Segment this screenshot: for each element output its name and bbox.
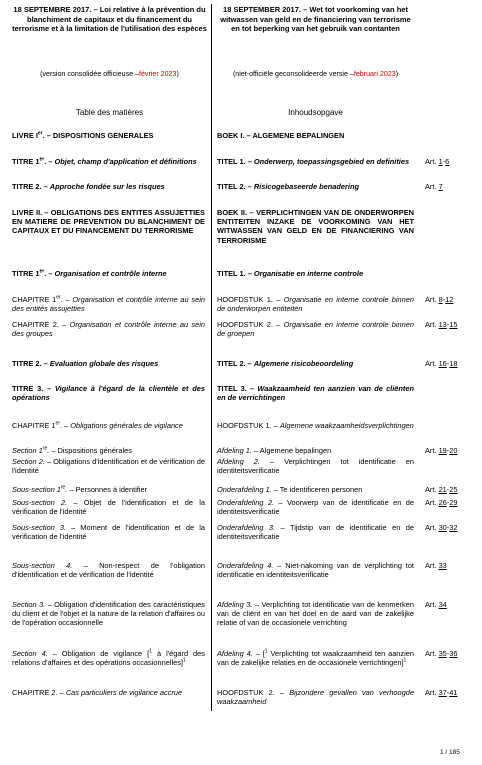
fr-title: 18 SEPTEMBRE 2017. – Loi relative à la prévention du blanchiment de capitaux et du financement du terrorisme et à la limitation de l'utilisation des espèces [12,5,207,33]
toc-fr-entry: TITRE 2. – Approche fondée sur les risques [12,182,165,191]
article-ref[interactable]: Art. 7 [425,182,443,191]
toc-nl-entry: TITEL 2. – Risicogebaseerde benadering [217,182,359,191]
toc-nl-entry: Onderafdeling 1. – Te identificeren personen [217,485,363,494]
nl-title: 18 SEPTEMBER 2017. – Wet tot voorkoming van het witwassen van geld en de financiering van terrorisme en tot beperking van het gebruik van contanten [220,5,411,33]
toc-fr-entry: TITRE 1er. – Objet, champ d'application et définitions [12,156,197,166]
toc-fr-entry: Sous-section 4. – Non-respect de l'obligation d'identification et de vérification de l'identité [12,561,205,580]
toc-nl-entry: Afdeling 4. – [$^1$ Verplichting tot waakzaamheid ten aanzien van de zakelijke relaties en de occasionele verrichtingen]$^1$ [217,648,414,668]
toc-nl-entry: HOOFDSTUK 2. – Organisatie en interne controle binnen de groepen [217,320,414,339]
article-ref[interactable]: Art. 33 [425,561,447,570]
column-divider [211,4,212,711]
article-ref[interactable]: Art. 35-36 [425,649,458,658]
toc-nl-entry: HOOFDSTUK 1. – Algemene waakzaamheidsverplichtingen [217,421,414,430]
toc-nl-entry: TITEL 1. – Onderwerp, toepassingsgebied en definities [217,157,410,166]
article-ref[interactable]: Art. 26-29 [425,498,458,507]
toc-fr-entry: Section 1re. – Dispositions générales [12,445,132,455]
fr-version-note: (version consolidée officieuse –février 2023) [40,70,179,78]
toc-nl-entry: TITEL 3. – Waakzaamheid ten aanzien van de cliënten en de verrichtingen [217,384,415,403]
toc-fr-entry: TITRE 2. – Evaluation globale des risques [12,359,159,368]
article-ref[interactable]: Art. 13-15 [425,320,458,329]
toc-fr-entry: LIVRE Ier. – DISPOSITIONS GENERALES [12,130,154,140]
toc-fr-entry: CHAPITRE 1er. – Obligations générales de vigilance [12,420,183,430]
toc-nl-entry: TITEL 2. – Algemene risicobeoordeling [217,359,354,368]
nl-toc-heading: Inhoudsopgave [288,108,343,117]
toc-fr-entry: Section 4. – Obligation de vigilance [$^1$ à l'égard des relations d'affaires et des opérations occasionnelles]$^1$ [12,648,205,668]
article-ref[interactable]: Art. 30-32 [425,523,458,532]
article-ref[interactable]: Art. 37-41 [425,688,458,697]
article-ref[interactable]: Art. 21-25 [425,485,458,494]
article-ref[interactable]: Art. 34 [425,600,447,609]
toc-nl-entry: Onderafdeling 4. – Niet-nakoming van de verplichting tot identificatie en identiteitsverificatie [217,561,414,580]
toc-fr-entry: LIVRE II. – OBLIGATIONS DES ENTITES ASSUJETTIES EN MATIERE DE PREVENTION DU BLANCHIMENT DE CAPITAUX ET DU FINANCEMENT DU TERRORISME [12,208,205,236]
toc-nl-entry: Onderafdeling 3. – Tijdstip van de identificatie en de identiteitsverificatie [217,523,414,542]
toc-nl-entry: HOOFDSTUK 2. – Bijzondere gevallen van verhoogde waakzaamheid [217,688,414,707]
toc-fr-entry: Sous-section 2. – Objet de l'identification et de la vérification de l'identité [12,498,205,517]
toc-nl-entry: Afdeling 2. – Verplichtingen tot identificatie en identiteitsverificatie [217,457,414,476]
fr-version-date: février 2023 [139,70,177,78]
toc-fr-entry: CHAPITRE 2. – Organisation et contrôle interne au sein des groupes [12,320,205,339]
toc-fr-entry: TITRE 3. – Vigilance à l'égard de la clientèle et des opérations [12,384,205,403]
toc-nl-entry: TITEL 1. – Organisatie en interne controle [217,269,364,278]
toc-fr-entry: Section 2. – Obligations d'identification et de vérification de l'identité [12,457,205,476]
toc-nl-entry: Afdeling 3. – Verplichting tot identificatie van de kenmerken van de cliënt en van het doel en de aard van de zakelijke relatie of van de occasionele verrichting [217,600,414,628]
article-ref[interactable]: Art. 1-6 [425,157,450,166]
article-ref[interactable]: Art. 8-12 [425,295,454,304]
toc-fr-entry: Sous-section 1re. – Personnes à identifier [12,484,148,494]
toc-nl-entry: HOOFDSTUK 1. – Organisatie en interne controle binnen de onderworpen entiteiten [217,295,414,314]
fr-toc-heading: Table des matières [75,108,144,117]
toc-nl-entry: Afdeling 1. – Algemene bepalingen [217,446,332,455]
toc-fr-entry: Section 3. – Obligation d'identification des caractéristiques du client et de l'objet et la nature de la relation d'affaires ou de l'opération occasionnelle [12,600,205,628]
toc-nl-entry: BOEK I. – ALGEMENE BEPALINGEN [217,131,345,140]
toc-nl-entry: BOEK II. – VERPLICHTINGEN VAN DE ONDERWORPEN ENTITEITEN INZAKE DE VOORKOMING VAN HET WITWASSEN VAN GELD EN DE FINANCIERING VAN TERRORISME [217,208,414,245]
toc-fr-entry: TITRE 1er. – Organisation et contrôle interne [12,268,167,278]
page-number: 1 / 185 [440,749,460,756]
nl-version-date: februari 2023 [353,70,396,78]
article-ref[interactable]: Art. 19-20 [425,446,458,455]
article-ref[interactable]: Art. 16-18 [425,359,458,368]
toc-fr-entry: CHAPITRE 2. – Cas particuliers de vigilance accrue [12,688,183,697]
nl-version-note: (niet-officiële geconsolideerde versie –februari 2023) [232,70,399,78]
toc-fr-entry: Sous-section 3. – Moment de l'identification et de la vérification de l'identité [12,523,205,542]
toc-fr-entry: CHAPITRE 1er. – Organisation et contrôle interne au sein des entités assujetties [12,294,205,314]
toc-nl-entry: Onderafdeling 2. – Voorwerp van de identificatie en de identiteitsverificatie [217,498,414,517]
